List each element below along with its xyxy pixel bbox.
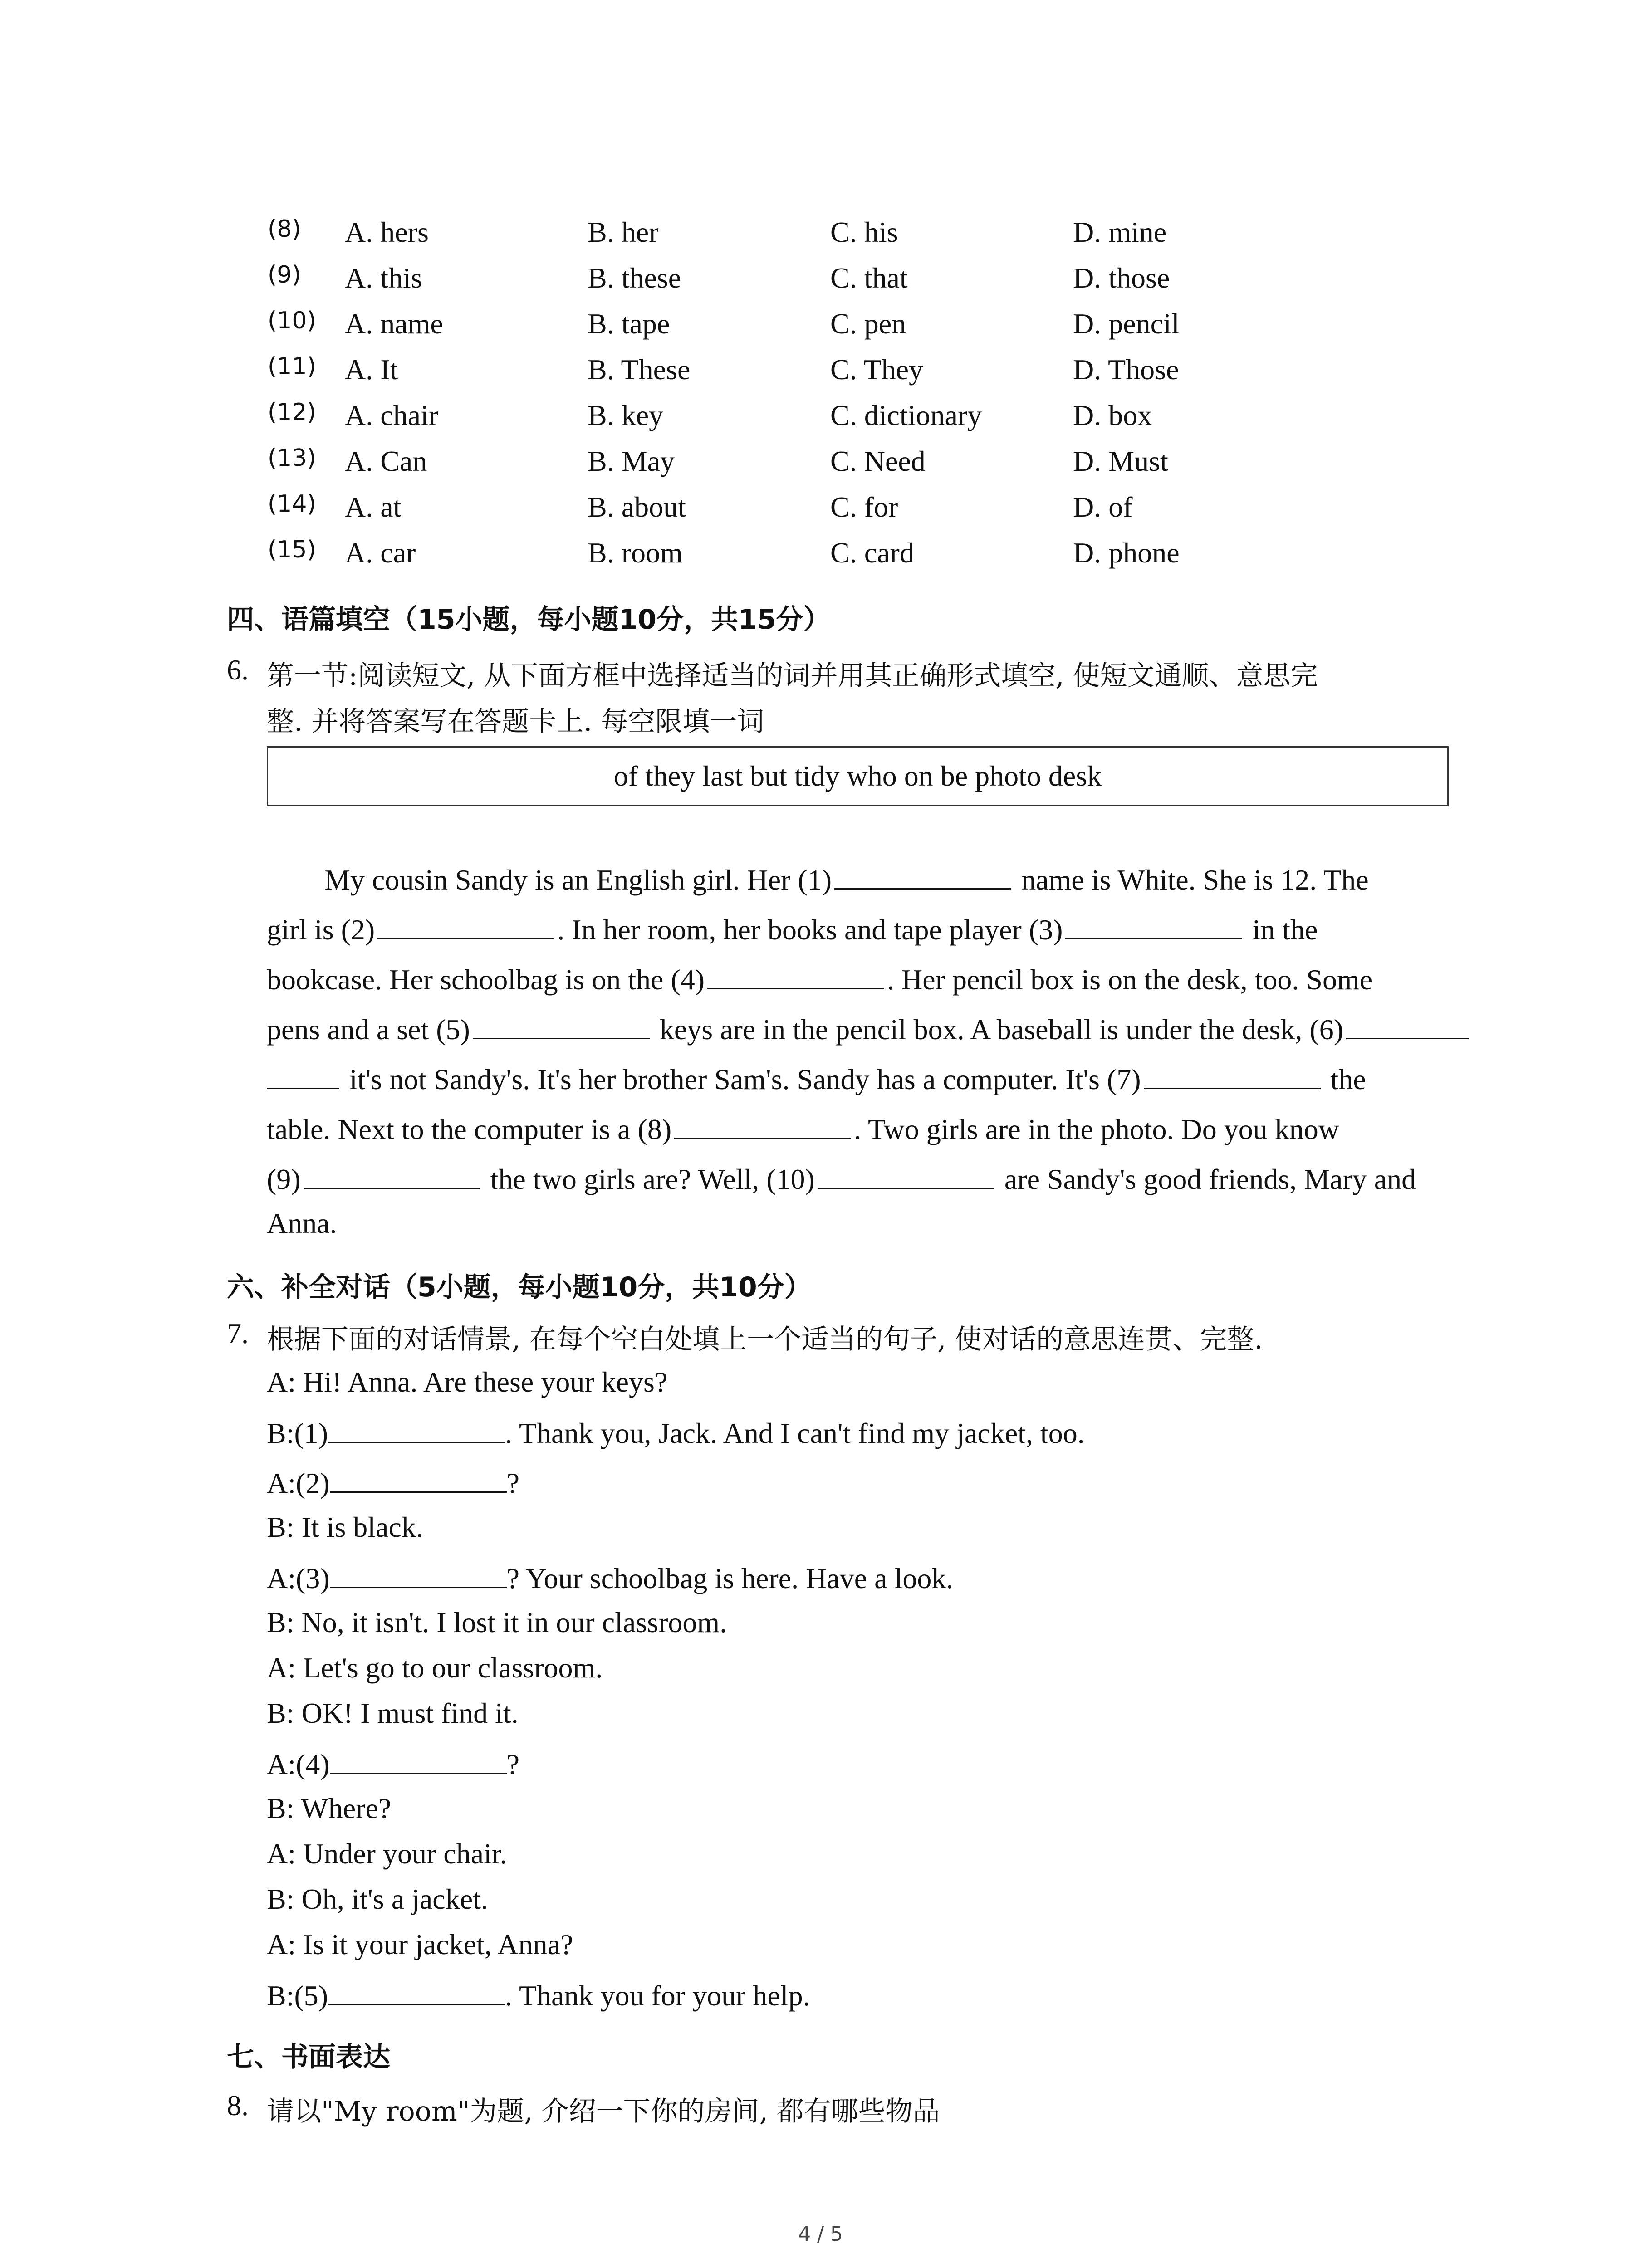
word-bank-box (267, 746, 1449, 806)
option-d: D. Must (1073, 445, 1168, 477)
option-a: A. at (345, 491, 402, 523)
option-c: C. dictionary (830, 399, 982, 431)
option-d: D. mine (1073, 216, 1167, 248)
section-4-title: 四、语篇填空（15小题，每小题10分，共15分） (227, 604, 831, 635)
option-number: (12) (268, 399, 316, 426)
option-d: D. of (1073, 491, 1133, 523)
blank-2[interactable] (377, 912, 554, 939)
page-number: 4 / 5 (798, 2223, 843, 2246)
option-number: (11) (268, 353, 316, 380)
dialogue-line: A: Is it your jacket, Anna? (267, 1928, 573, 1960)
option-c: C. his (830, 216, 898, 248)
section-7-title: 七、书面表达 (227, 2041, 390, 2073)
question-6-instruction-line-2: 整. 并将答案写在答题卡上. 每空限填一词 (267, 706, 764, 738)
option-a: A. It (345, 353, 398, 386)
option-row (0, 215, 1641, 261)
option-b: B. These (588, 353, 691, 386)
passage-line: My cousin Sandy is an English girl. Her (1) name is White. She is 12. The (324, 862, 1558, 897)
option-row (0, 307, 1641, 352)
option-d: D. those (1073, 262, 1170, 294)
blank-6-continued[interactable] (267, 1061, 339, 1089)
dialogue-line: A:(2) ? (267, 1465, 519, 1500)
dialogue-line: A:(4) ? (267, 1746, 519, 1781)
dialogue-line: B: No, it isn't. I lost it in our classroom. (267, 1606, 727, 1638)
option-row (0, 261, 1641, 307)
option-d: D. pencil (1073, 308, 1180, 340)
dialogue-line: B:(5) . Thank you for your help. (267, 1978, 810, 2013)
option-number: (10) (268, 307, 316, 334)
option-d: D. box (1073, 399, 1152, 431)
option-number: (15) (268, 536, 316, 563)
blank-5[interactable] (473, 1012, 650, 1039)
question-8-instruction: 请以"My room"为题, 介绍一下你的房间, 都有哪些物品 (267, 2096, 940, 2127)
passage-line: table. Next to the computer is a (8) . Two girls are in the photo. Do you know (267, 1111, 1501, 1146)
option-a: A. chair (345, 399, 439, 431)
option-b: B. her (588, 216, 659, 248)
dialogue-blank-5[interactable] (328, 1978, 505, 2005)
passage-line: girl is (2) . In her room, her books and tape player (3) in the (267, 912, 1501, 947)
option-b: B. room (588, 537, 683, 569)
option-a: A. name (345, 308, 443, 340)
dialogue-line: B: Oh, it's a jacket. (267, 1883, 488, 1915)
dialogue-line: B: It is black. (267, 1511, 423, 1543)
passage-line: Anna. (267, 1207, 337, 1239)
option-a: A. Can (345, 445, 427, 477)
blank-10[interactable] (818, 1161, 994, 1189)
blank-3[interactable] (1065, 912, 1242, 939)
option-b: B. key (588, 399, 664, 431)
blank-9[interactable] (304, 1161, 480, 1189)
dialogue-blank-2[interactable] (330, 1465, 507, 1493)
passage-line: it's not Sandy's. It's her brother Sam's. Sandy has a computer. It's (7) the (267, 1061, 1501, 1096)
question-6-number: 6. (227, 654, 249, 686)
passage-line: (9) the two girls are? Well, (10) are Sandy's good friends, Mary and (267, 1161, 1501, 1196)
passage-line: pens and a set (5) keys are in the pencil box. A baseball is under the desk, (6) (267, 1012, 1501, 1046)
section-6-title: 六、补全对话（5小题，每小题10分，共10分） (227, 1271, 812, 1303)
blank-1[interactable] (834, 862, 1011, 890)
question-6-instruction-line-1: 第一节:阅读短文, 从下面方框中选择适当的词并用其正确形式填空, 使短文通顺、意思完 (267, 660, 1318, 692)
option-d: D. Those (1073, 353, 1179, 386)
option-c: C. They (830, 353, 924, 386)
option-b: B. tape (588, 308, 670, 340)
option-c: C. Need (830, 445, 926, 477)
blank-8[interactable] (674, 1111, 851, 1139)
option-number: (9) (268, 261, 301, 288)
dialogue-line: A: Let's go to our classroom. (267, 1652, 603, 1684)
option-b: B. May (588, 445, 675, 477)
option-b: B. about (588, 491, 686, 523)
option-c: C. card (830, 537, 914, 569)
dialogue-blank-4[interactable] (330, 1746, 507, 1774)
option-row (0, 399, 1641, 444)
option-c: C. pen (830, 308, 906, 340)
option-row (0, 445, 1641, 490)
option-row (0, 353, 1641, 398)
option-a: A. car (345, 537, 416, 569)
option-number: (13) (268, 445, 316, 472)
option-c: C. that (830, 262, 908, 294)
question-7-instruction: 根据下面的对话情景, 在每个空白处填上一个适当的句子, 使对话的意思连贯、完整. (267, 1324, 1263, 1355)
passage-line: bookcase. Her schoolbag is on the (4) . Her pencil box is on the desk, too. Some (267, 962, 1501, 997)
blank-6[interactable] (1346, 1012, 1469, 1039)
option-number: (14) (268, 490, 316, 518)
option-a: A. hers (345, 216, 429, 248)
option-c: C. for (830, 491, 898, 523)
blank-7[interactable] (1144, 1061, 1321, 1089)
option-row (0, 536, 1641, 582)
option-b: B. these (588, 262, 681, 294)
dialogue-line: A: Under your chair. (267, 1838, 507, 1870)
word-bank-text: of they last but tidy who on be photo desk (613, 760, 1102, 792)
question-8-number: 8. (227, 2089, 249, 2121)
dialogue-line: B: Where? (267, 1792, 392, 1824)
dialogue-line: B: OK! I must find it. (267, 1697, 519, 1729)
option-number: (8) (268, 215, 301, 243)
option-d: D. phone (1073, 537, 1180, 569)
dialogue-line: B:(1) . Thank you, Jack. And I can't find my jacket, too. (267, 1415, 1085, 1450)
question-7-number: 7. (227, 1317, 249, 1349)
dialogue-blank-1[interactable] (328, 1415, 505, 1443)
dialogue-line: A:(3) ? Your schoolbag is here. Have a look. (267, 1560, 953, 1595)
blank-4[interactable] (707, 962, 884, 989)
dialogue-blank-3[interactable] (330, 1560, 507, 1588)
option-row (0, 490, 1641, 536)
option-a: A. this (345, 262, 422, 294)
dialogue-line: A: Hi! Anna. Are these your keys? (267, 1366, 668, 1398)
